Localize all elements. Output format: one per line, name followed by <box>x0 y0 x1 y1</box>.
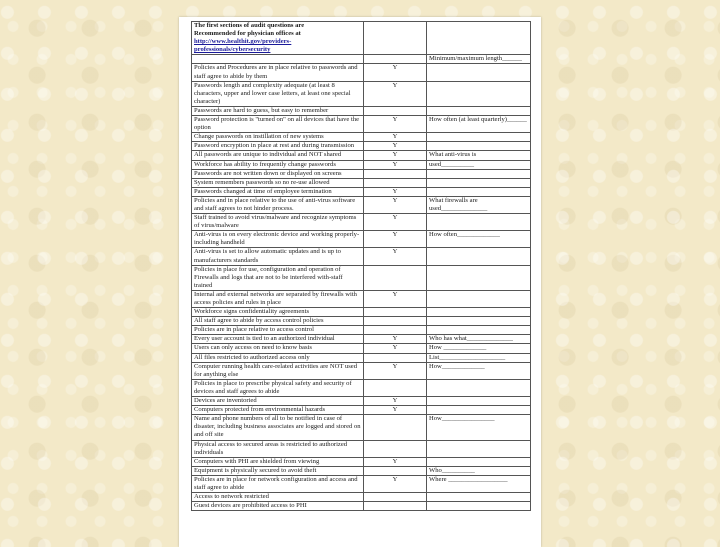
note-cell: Who has what______________ <box>427 335 531 344</box>
answer-cell: Y <box>364 406 427 415</box>
answer-cell <box>364 466 427 475</box>
table-row <box>192 475 531 492</box>
answer-cell: Y <box>364 214 427 231</box>
heading-cell <box>192 22 364 55</box>
table-row <box>192 379 531 396</box>
note-cell: Minimum/maximum length______ <box>427 55 531 64</box>
table-row <box>192 187 531 196</box>
answer-cell: Y <box>364 142 427 151</box>
table-row <box>192 214 531 231</box>
note-cell <box>427 502 531 511</box>
question-cell: Password encryption in place at rest and during transmission <box>192 142 364 151</box>
question-cell: Workforce signs confidentiality agreements <box>192 308 364 317</box>
question-cell: Policies and in place relative to the use of anti-virus software and staff agrees to not hinder process. <box>192 196 364 213</box>
answer-cell: Y <box>364 344 427 353</box>
note-cell <box>427 169 531 178</box>
question-cell: Guest devices are prohibited access to PHI <box>192 502 364 511</box>
note-cell <box>427 187 531 196</box>
note-cell <box>427 214 531 231</box>
heading-note-cell <box>427 22 531 55</box>
answer-cell: Y <box>364 64 427 81</box>
answer-cell: Y <box>364 290 427 307</box>
note-cell: List____________________ <box>427 353 531 362</box>
heading-row <box>192 22 531 55</box>
note-cell <box>427 290 531 307</box>
question-cell: Passwords length and complexity adequate (at least 8 characters, upper and lower case letters, at least one special character) <box>192 81 364 106</box>
heading-line-1: The first sections of audit questions are <box>194 22 305 29</box>
answer-cell: Y <box>364 116 427 133</box>
answer-cell: Y <box>364 397 427 406</box>
heading-answer-cell <box>364 22 427 55</box>
question-cell: Policies and Procedures are in place relative to passwords and staff agree to abide by them <box>192 64 364 81</box>
table-row <box>192 440 531 457</box>
answer-cell: Y <box>364 248 427 265</box>
question-cell: All files restricted to authorized access only <box>192 353 364 362</box>
note-cell: used__________ <box>427 160 531 169</box>
answer-cell: Y <box>364 196 427 213</box>
note-cell <box>427 248 531 265</box>
table-row <box>192 160 531 169</box>
table-row <box>192 317 531 326</box>
note-cell: What firewalls are used______________ <box>427 196 531 213</box>
answer-cell <box>364 106 427 115</box>
answer-cell <box>364 353 427 362</box>
note-cell <box>427 326 531 335</box>
question-cell: Devices are inventoried <box>192 397 364 406</box>
table-row <box>192 502 531 511</box>
answer-cell: Y <box>364 457 427 466</box>
question-cell: System remembers passwords so no re-use allowed <box>192 178 364 187</box>
question-cell: Staff trained to avoid virus/malware and recognize symptoms of virus/malware <box>192 214 364 231</box>
note-cell <box>427 440 531 457</box>
answer-cell: Y <box>364 151 427 160</box>
question-cell: Anti-virus is set to allow automatic updates and is up to manufacturers standards <box>192 248 364 265</box>
answer-cell: Y <box>364 187 427 196</box>
answer-cell <box>364 308 427 317</box>
table-row <box>192 133 531 142</box>
table-row <box>192 142 531 151</box>
answer-cell: Y <box>364 475 427 492</box>
table-row <box>192 290 531 307</box>
note-cell <box>427 64 531 81</box>
table-row <box>192 493 531 502</box>
answer-cell <box>364 178 427 187</box>
question-cell: Policies are in place for network configuration and access and staff agree to abide <box>192 475 364 492</box>
note-cell <box>427 265 531 290</box>
table-row <box>192 308 531 317</box>
question-cell: Computers with PHI are shielded from viewing <box>192 457 364 466</box>
question-cell: Change passwords on instillation of new systems <box>192 133 364 142</box>
answer-cell: Y <box>364 133 427 142</box>
note-cell <box>427 317 531 326</box>
audit-document-page <box>179 17 541 547</box>
table-row <box>192 466 531 475</box>
table-row <box>192 353 531 362</box>
note-cell <box>427 178 531 187</box>
table-row <box>192 55 531 64</box>
note-cell: How often (at least quarterly)______ <box>427 116 531 133</box>
table-row <box>192 406 531 415</box>
note-cell: How often_____________ <box>427 231 531 248</box>
table-row <box>192 248 531 265</box>
note-cell <box>427 106 531 115</box>
answer-cell <box>364 169 427 178</box>
note-cell <box>427 406 531 415</box>
table-row <box>192 415 531 440</box>
question-cell: Name and phone numbers of all to be notified in case of disaster, including business associates are logged and stored on and off site <box>192 415 364 440</box>
question-cell: Passwords changed at time of employee termination <box>192 187 364 196</box>
note-cell: How________________ <box>427 415 531 440</box>
question-cell: Passwords are hard to guess, but easy to remember <box>192 106 364 115</box>
table-row <box>192 457 531 466</box>
answer-cell <box>364 265 427 290</box>
table-row <box>192 335 531 344</box>
answer-cell: Y <box>364 160 427 169</box>
table-row <box>192 196 531 213</box>
table-row <box>192 169 531 178</box>
note-cell: How_____________ <box>427 362 531 379</box>
note-cell <box>427 397 531 406</box>
table-row <box>192 106 531 115</box>
note-cell <box>427 379 531 396</box>
answer-cell: Y <box>364 362 427 379</box>
heading-link-2[interactable]: professionals/cybersecurity <box>194 46 271 54</box>
question-cell: Equipment is physically secured to avoid theft <box>192 466 364 475</box>
table-row <box>192 326 531 335</box>
question-cell: Every user account is tied to an authorized individual <box>192 335 364 344</box>
answer-cell: Y <box>364 231 427 248</box>
audit-table <box>191 21 531 511</box>
table-row <box>192 397 531 406</box>
audit-table-body <box>192 22 531 511</box>
note-cell: Where __________________ <box>427 475 531 492</box>
note-cell <box>427 81 531 106</box>
note-cell: What anti-virus is <box>427 151 531 160</box>
table-row <box>192 64 531 81</box>
question-cell: Passwords are not written down or displayed on screens <box>192 169 364 178</box>
question-cell: Computer running health care-related activities are NOT used for anything else <box>192 362 364 379</box>
table-row <box>192 178 531 187</box>
answer-cell <box>364 55 427 64</box>
answer-cell <box>364 415 427 440</box>
note-cell <box>427 142 531 151</box>
note-cell <box>427 493 531 502</box>
table-row <box>192 151 531 160</box>
table-row <box>192 344 531 353</box>
table-row <box>192 362 531 379</box>
table-row <box>192 231 531 248</box>
question-cell: Users can only access on need to know basis <box>192 344 364 353</box>
question-cell: Internal and external networks are separated by firewalls with access policies and rules in place <box>192 290 364 307</box>
question-cell: Policies are in place relative to access control <box>192 326 364 335</box>
question-cell: Access to network restricted <box>192 493 364 502</box>
question-cell <box>192 55 364 64</box>
question-cell: Policies in place for use, configuration and operation of Firewalls and logs that are not to be interfered with-staff trained <box>192 265 364 290</box>
note-cell: How _____________ <box>427 344 531 353</box>
heading-link-1[interactable]: http://www.healthit.gov/providers- <box>194 38 292 46</box>
heading-line-2: Recommended for physician offices at <box>194 30 301 38</box>
question-cell: Physical access to secured areas is restricted to authorized individuals <box>192 440 364 457</box>
answer-cell: Y <box>364 335 427 344</box>
answer-cell <box>364 502 427 511</box>
table-row <box>192 116 531 133</box>
note-cell <box>427 457 531 466</box>
note-cell <box>427 308 531 317</box>
note-cell: Who__________ <box>427 466 531 475</box>
answer-cell <box>364 317 427 326</box>
answer-cell: Y <box>364 81 427 106</box>
question-cell: Password protection is "turned on" on all devices that have the option <box>192 116 364 133</box>
question-cell: Computers protected from environmental hazards <box>192 406 364 415</box>
answer-cell <box>364 326 427 335</box>
table-row <box>192 81 531 106</box>
note-cell <box>427 133 531 142</box>
question-cell: Anti-virus is on every electronic device and working properly- including handheld <box>192 231 364 248</box>
question-cell: Policies in place to prescribe physical safety and security of devices and staff agrees to abide <box>192 379 364 396</box>
question-cell: Workforce has ability to frequently change passwords <box>192 160 364 169</box>
answer-cell <box>364 379 427 396</box>
question-cell: All passwords are unique to individual and NOT shared <box>192 151 364 160</box>
table-row <box>192 265 531 290</box>
question-cell: All staff agree to abide by access control policies <box>192 317 364 326</box>
answer-cell <box>364 440 427 457</box>
answer-cell <box>364 493 427 502</box>
